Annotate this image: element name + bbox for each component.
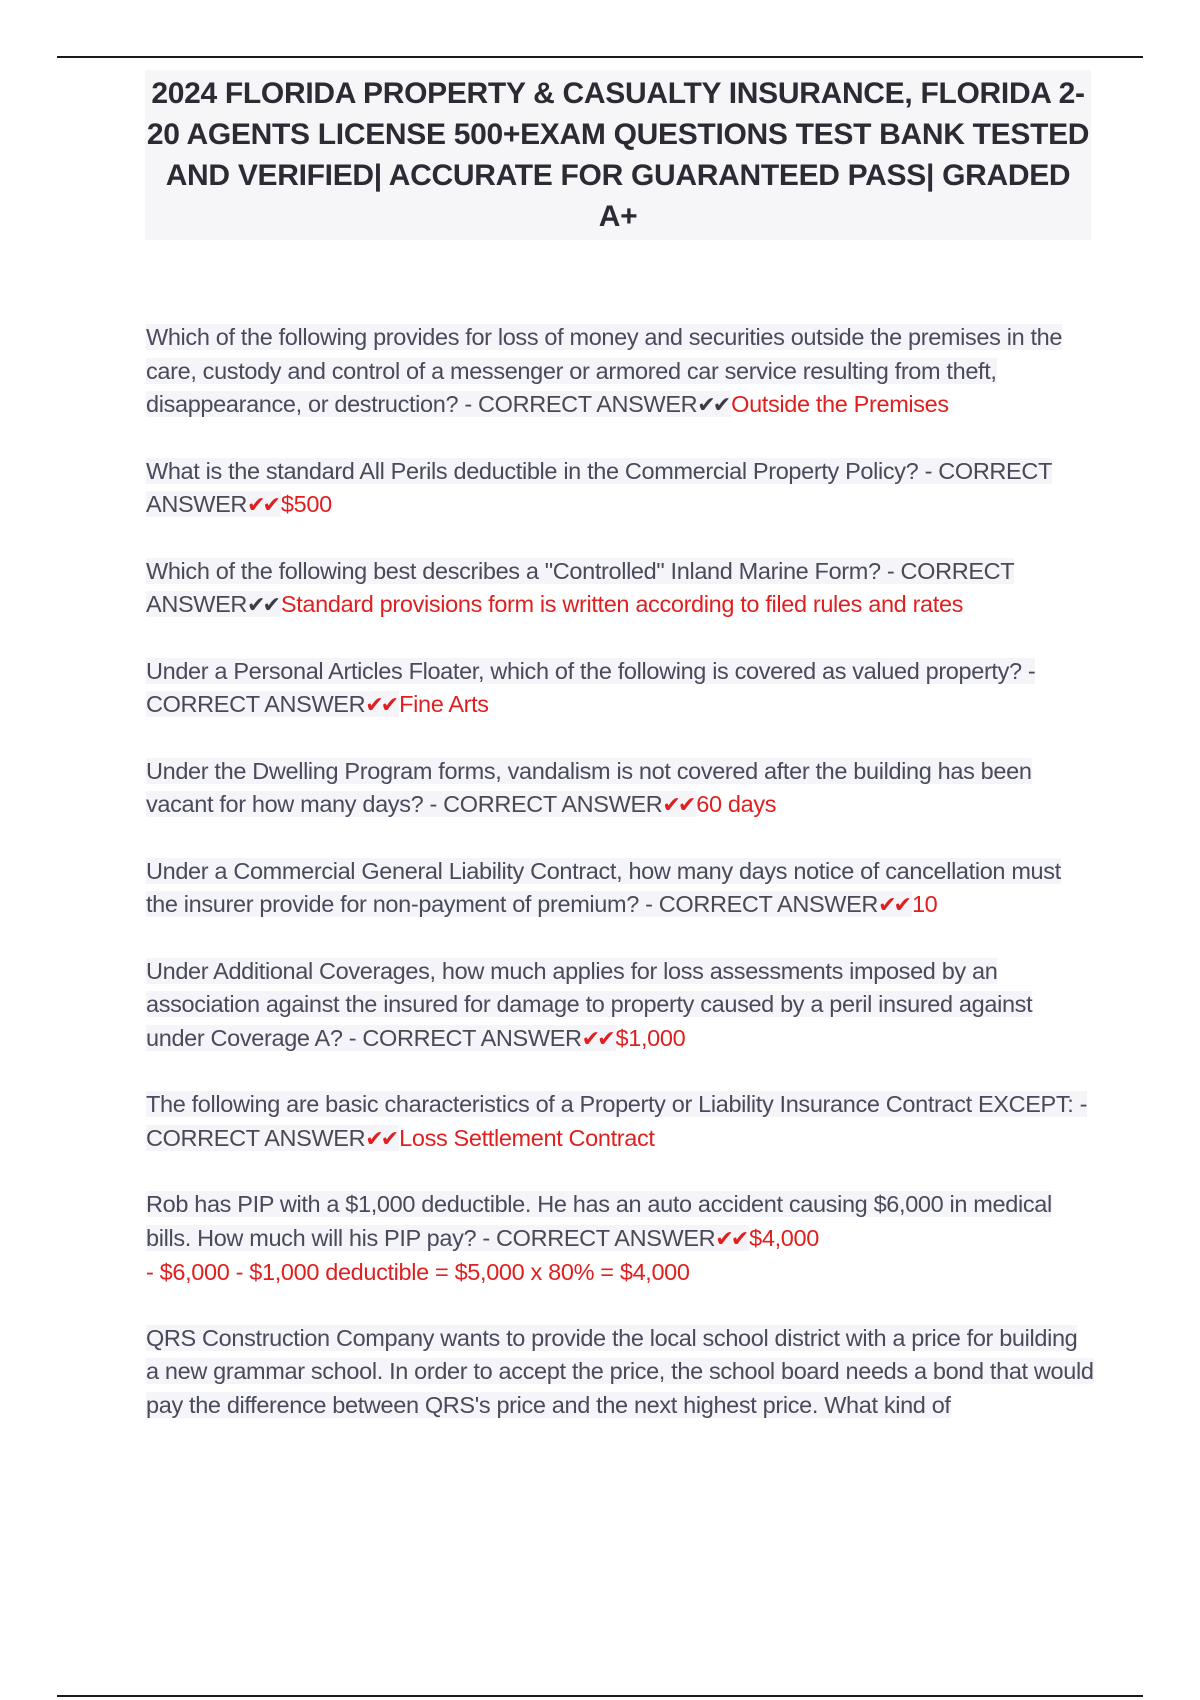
answer-marker: - CORRECT ANSWER [146,557,1014,617]
answer-text: 60 days [696,791,777,817]
qa-item [146,755,1096,823]
answer-marker: - CORRECT ANSWER [146,457,1052,517]
checkmark-icon: ✔✔ [365,693,397,718]
question-text: What is the standard All Perils deductible in the Commercial Property Policy? [146,457,919,484]
answer-marker: - CORRECT ANSWER [146,1091,1088,1151]
checkmark-icon: ✔✔ [581,1026,613,1052]
footer-rule [57,1695,1143,1697]
title-block [145,70,1091,240]
qa-item [146,555,1096,623]
question-text: Under a Commercial General Liability Contract, how many days notice of cancellation must the insurer provide for non-payment of premium? [146,857,1061,917]
qa-item [146,455,1096,523]
qa-item [146,321,1096,423]
answer-marker: - CORRECT ANSWER [482,1224,716,1251]
question-text: Under a Personal Articles Floater, which of the following is covered as valued property? [146,657,1022,684]
header-rule [57,56,1143,58]
qa-item [146,855,1096,923]
qa-list [146,321,1096,1454]
answer-marker: - CORRECT ANSWER [645,891,879,917]
question-text: Under Additional Coverages, how much applies for loss assessments imposed by an association against the insured for damage to property caused by a peril insured against under Coverage A? [146,957,1033,1051]
answer-marker: - CORRECT ANSWER [348,1024,582,1051]
answer-text: 10 [911,891,938,917]
answer-text: Standard provisions form is written according to filed rules and rates [280,591,964,617]
answer-explanation: - $6,000 - $1,000 deductible = $5,000 x 80% = $4,000 [146,1259,690,1285]
answer-text: Outside the Premises [731,391,949,417]
answer-marker: - CORRECT ANSWER [429,791,663,817]
checkmark-icon: ✔✔ [697,393,729,418]
question-text: The following are basic characteristics of a Property or Liability Insurance Contract EXCEPT: [146,1091,1074,1117]
qa-item [146,1188,1096,1290]
qa-item [146,1322,1096,1423]
answer-text: $4,000 [749,1224,819,1251]
checkmark-icon: ✔✔ [662,793,694,818]
question-text: Rob has PIP with a $1,000 deductible. He has an auto accident causing $6,000 in medical bills. How much will his PIP pay? [146,1191,1052,1251]
answer-marker: - CORRECT ANSWER [464,391,698,417]
answer-text: $500 [280,491,332,517]
question-text: Which of the following best describes a "Controlled" Inland Marine Form? [146,557,881,584]
checkmark-icon: ✔✔ [715,1226,747,1252]
question-text: QRS Construction Company wants to provide the local school district with a price for building a new grammar school. In order to accept the price, the school board needs a bond that would pay the difference between QRS's price and the next highest price. What kind of [146,1324,1094,1418]
checkmark-icon: ✔✔ [247,493,278,518]
answer-text: Loss Settlement Contract [399,1124,655,1151]
answer-text: $1,000 [615,1024,686,1051]
question-text: Under the Dwelling Program forms, vandalism is not covered after the building has been vacant for how many days? [146,757,1032,817]
question-text: Which of the following provides for loss of money and securities outside the premises in the care, custody and control of a messenger or armored car service resulting from theft, disappearance, or destruction? [146,324,1063,417]
checkmark-icon: ✔✔ [878,893,909,918]
document-title: 2024 FLORIDA PROPERTY & CASUALTY INSURANCE, FLORIDA 2-20 AGENTS LICENSE 500+EXAM QUESTIONS TEST BANK TESTED AND VERIFIED| ACCURATE FOR GUARANTEED PASS| GRADED A+ [146,77,1090,233]
qa-item [146,1088,1096,1156]
checkmark-icon: ✔✔ [365,1126,397,1152]
answer-marker: - CORRECT ANSWER [146,657,1036,717]
answer-text: Fine Arts [399,691,489,717]
checkmark-icon: ✔✔ [247,593,278,618]
qa-item [146,955,1096,1057]
qa-item [146,655,1096,723]
